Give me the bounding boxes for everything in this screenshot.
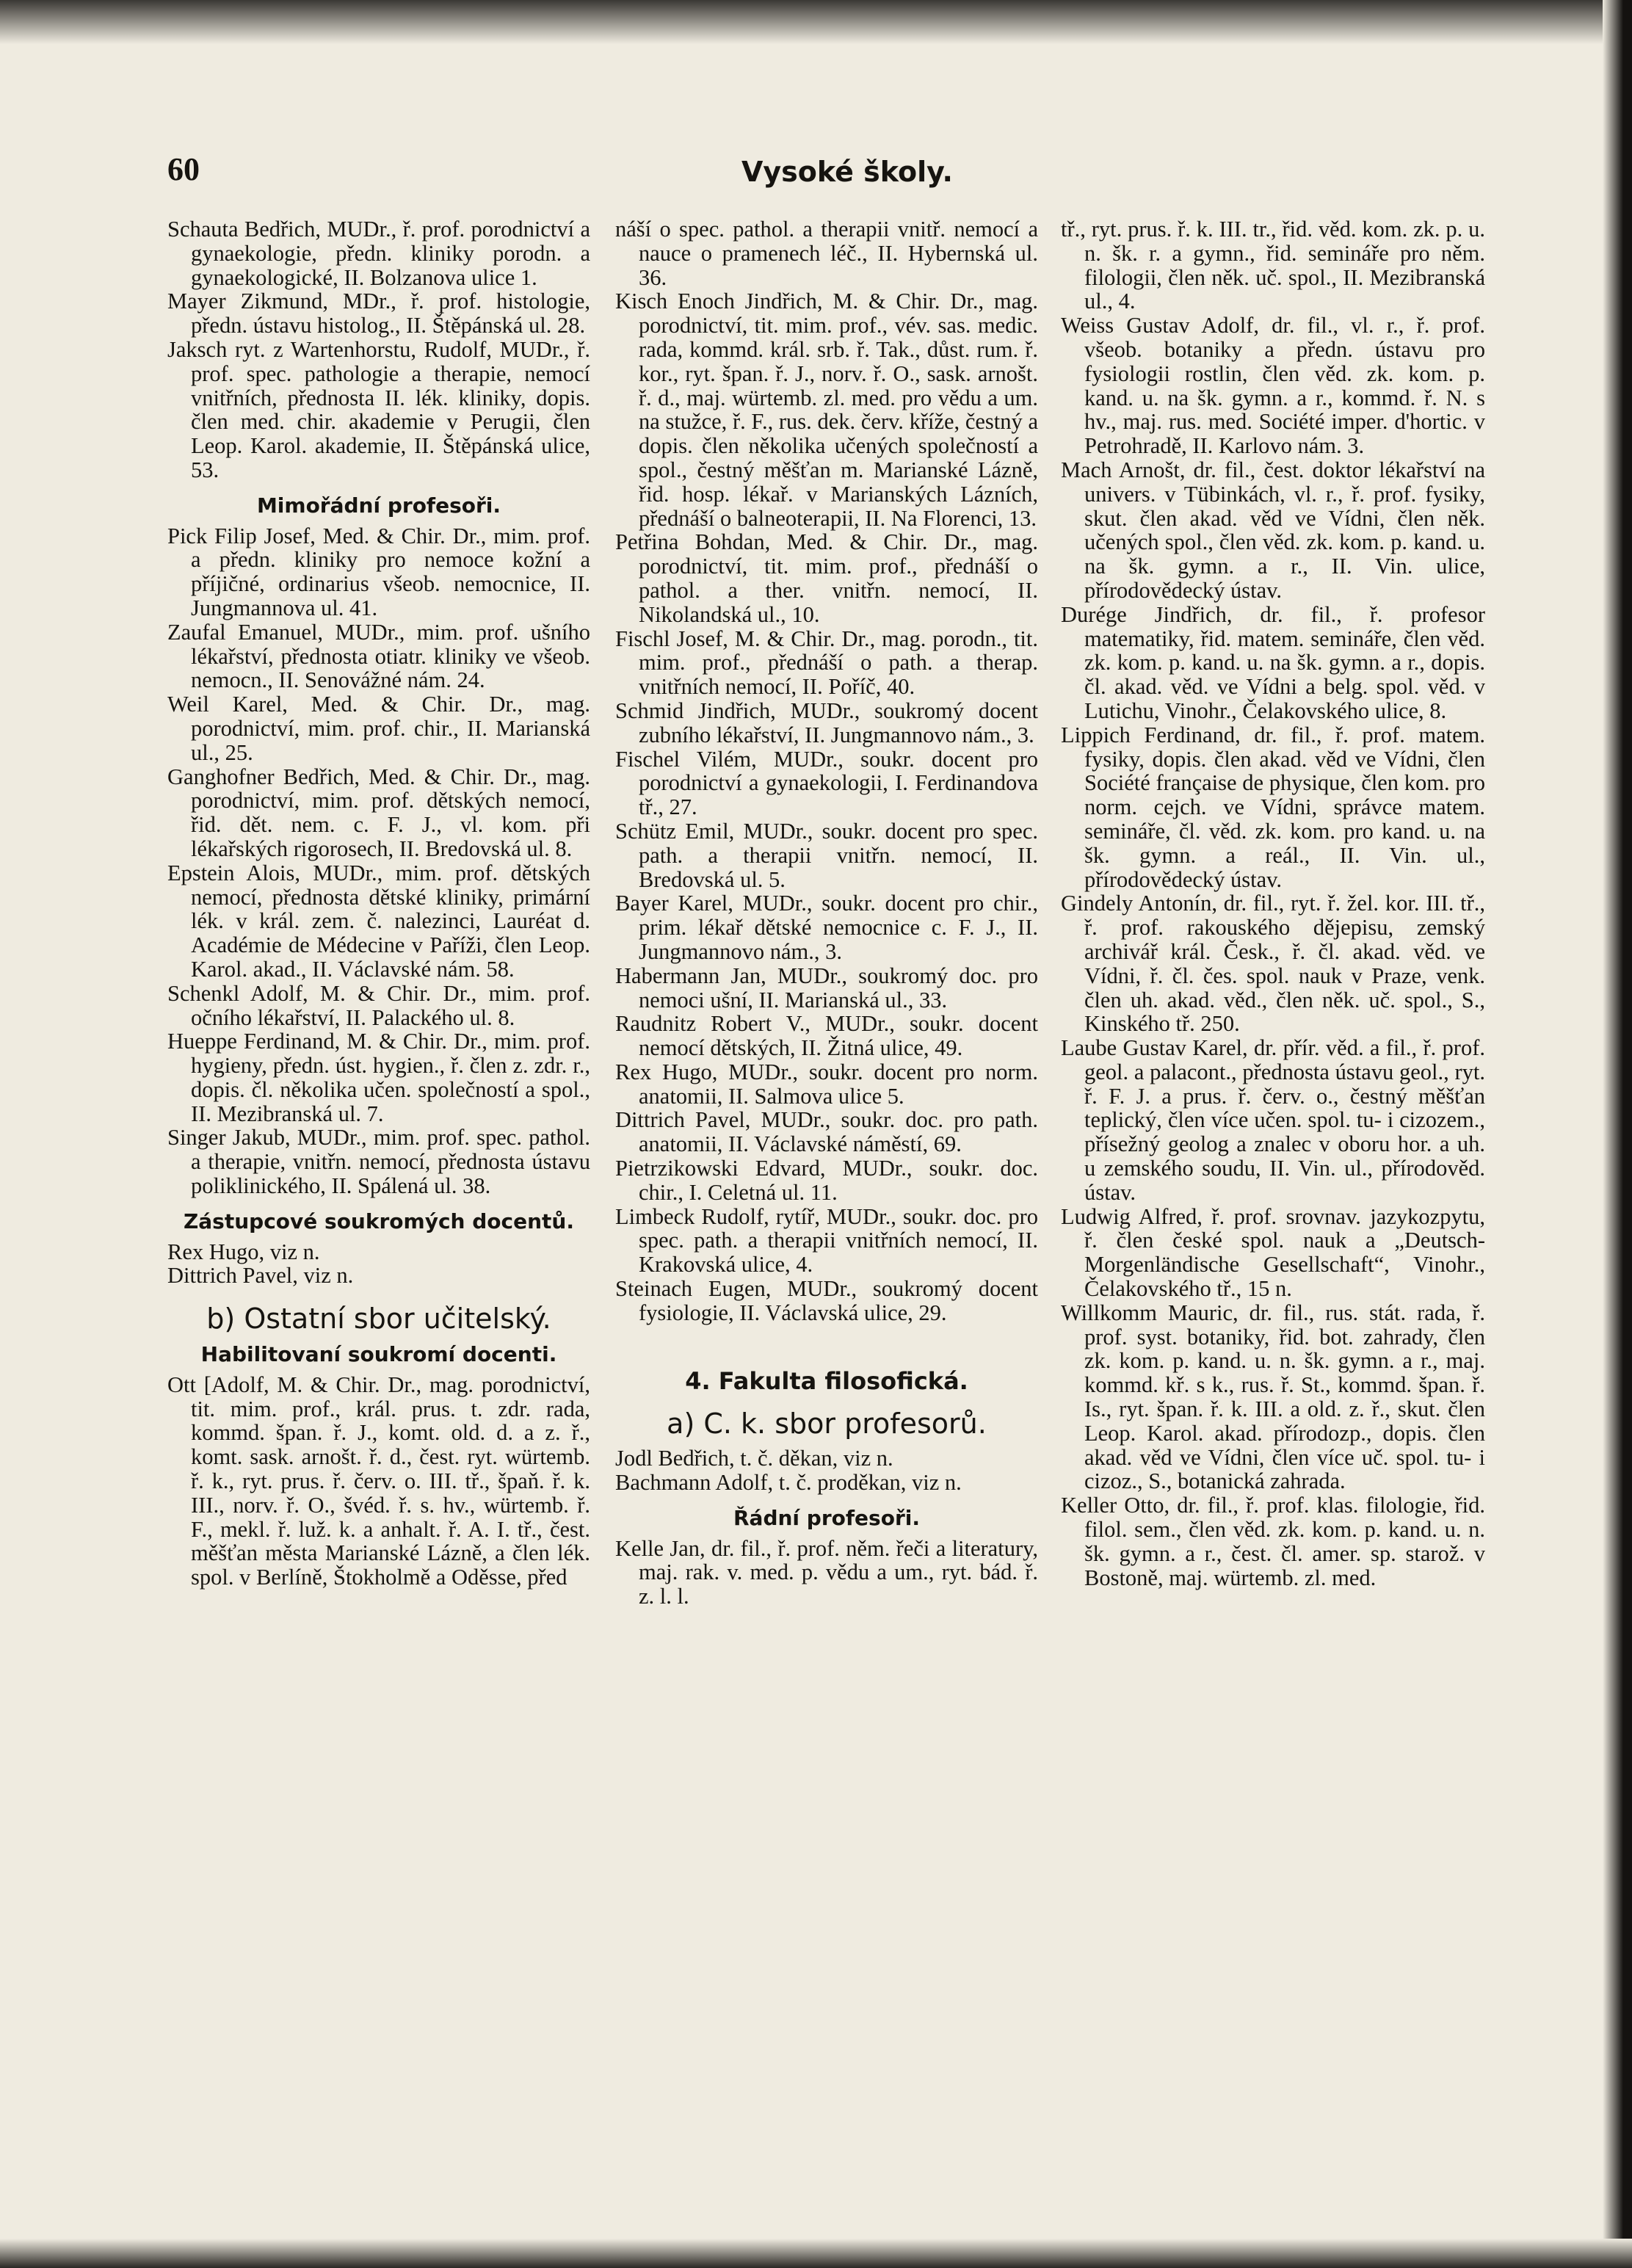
directory-entry: Mach Arnošt, dr. fil., čest. doktor lékařství na univers. v Tübinkách, vl. r., ř. prof. fysiky, skut. člen akad. věd ve Vídni, člen něk. učených spol., člen věd. zk. kom. p. kand. u. na šk. gymn. a r., II. Vin. ulice, přírodovědecký ústav. bbox=[1061, 457, 1485, 603]
directory-entry: Laube Gustav Karel, dr. přír. věd. a fil., ř. prof. geol. a palacont., přednosta ústavu geol., ryt. ř. F. J. a prus. ř. červ. o., čestný měšťan teplický, člen více učen. spol. tu- i cizozem., přísežný geolog a znalec v oboru hor. a uh. u zemského soudu, II. Vin. ul., přírodověd. ústav. bbox=[1061, 1035, 1485, 1205]
directory-entry: Willkomm Mauric, dr. fil., rus. stát. rada, ř. prof. syst. botaniky, řid. bot. zahrady, člen zk. kom. p. kand. u. n. šk. gymn. a r., maj. kommd. kř. s k., rus. ř. St., kommd. špan. ř. Is., ryt. špan. ř. k. III. a old. z. ř., skut. člen Leop. Karol. akad. přírodozp., dopis. člen akad. věd ve Vídni, člen více uč. spol. tu- i cizoz., S., botanická zahrada. bbox=[1061, 1300, 1485, 1494]
directory-entry: Keller Otto, dr. fil., ř. prof. klas. filologie, řid. filol. sem., člen věd. zk. kom. p. kand. u. n. šk. gymn. a r., čest. čl. amer. sp. starož. v Bostoně, maj. würtemb. zl. med. bbox=[1061, 1493, 1485, 1590]
directory-entry: Rex Hugo, viz n. bbox=[167, 1239, 320, 1264]
section-title: a) C. k. sbor profesorů. bbox=[667, 1407, 987, 1441]
directory-entry: Weiss Gustav Adolf, dr. fil., vl. r., ř. prof. všeob. botaniky a předn. ústavu pro fysiologii rostlin, člen věd. zk. kom. p. kand. u. na šk. gymn. a r., kommd. ř. N. s hv., maj. rus. med. Société imper. d'hortic. v Petrohradě, II. Karlovo nám. 3. bbox=[1061, 313, 1485, 459]
directory-entry: Hueppe Ferdinand, M. & Chir. Dr., mim. prof. hygieny, předn. úst. hygien., ř. člen z. zdr. r., dopis. čl. několika učen. společností a spol., II. Mezibranská ul. 7. bbox=[167, 1029, 590, 1126]
entry-list bbox=[167, 524, 590, 1198]
section-title: b) Ostatní sbor učitelský. bbox=[206, 1303, 551, 1336]
directory-entry: Dittrich Pavel, viz n. bbox=[167, 1263, 354, 1289]
directory-entry: Pietrzikowski Edvard, MUDr., soukr. doc. chir., I. Celetná ul. 11. bbox=[615, 1156, 1038, 1205]
page-number: 60 bbox=[167, 151, 200, 187]
entry-list bbox=[615, 217, 1038, 1325]
directory-entry: Fischl Josef, M. & Chir. Dr., mag. porodn., tit. mim. prof., přednáší o path. a therap. vnitřních nemocí, II. Poříč, 40. bbox=[615, 626, 1038, 700]
scan-edge-bottom bbox=[0, 2239, 1632, 2268]
entry-list bbox=[167, 1373, 590, 1590]
directory-entry: tř., ryt. prus. ř. k. III. tr., řid. věd. kom. zk. p. u. n. šk. r. a gymn., řid. semináře pro něm. filologii, člen něk. uč. spol., II. Mezibranská ul., 4. bbox=[1061, 217, 1485, 314]
running-head: Vysoké školy. bbox=[741, 156, 953, 188]
directory-entry: Kelle Jan, dr. fil., ř. prof. něm. řeči a literatury, maj. rak. v. med. p. vědu a um., ryt. bád. ř. z. l. l. bbox=[615, 1535, 1038, 1609]
directory-entry: Schenkl Adolf, M. & Chir. Dr., mim. prof. očního lékařství, II. Palackého ul. 8. bbox=[167, 980, 590, 1030]
directory-entry: Mayer Zikmund, MDr., ř. prof. histologie, předn. ústavu histolog., II. Štěpánská ul. 28. bbox=[167, 289, 590, 338]
directory-entry: Bayer Karel, MUDr., soukr. docent pro chir., prim. lékař dětské nemocnice c. F. J., II. Jungmannovo nám., 3. bbox=[615, 891, 1038, 964]
directory-entry: Kisch Enoch Jindřich, M. & Chir. Dr., mag. porodnictví, tit. mim. prof., vév. sas. medic. rada, kommd. král. srb. ř. Tak., důst. rum. ř. kor., ryt. špan. ř. J., norv. ř. O., sask. arnošt. ř. d., maj. würtemb. zl. med. pro vědu a um. na stužce, ř. F., rus. dek. červ. kříže, čestný a dopis. člen několika učených společností a spol., čestný měšťan m. Marianské Lázně, řid. hosp. lékař. v Marianských Lázních, přednáší o balneoterapii, II. Na Florenci, 13. bbox=[615, 289, 1038, 531]
directory-entry: Jaksch ryt. z Wartenhorstu, Rudolf, MUDr., ř. prof. spec. pathologie a therapie, nemocí vnitřních, přednosta II. lék. kliniky, dopis. člen med. chir. akademie v Perugii, člen Leop. Karol. akademie, II. Štěpánská ulice, 53. bbox=[167, 336, 590, 482]
directory-entry: Singer Jakub, MUDr., mim. prof. spec. pathol. a therapie, vnitřn. nemocí, přednosta ústavu poliklinického, II. Spálená ul. 38. bbox=[167, 1125, 590, 1199]
directory-entry: Jodl Bedřich, t. č. děkan, viz n. bbox=[615, 1446, 893, 1471]
section-heading: Řádní profesoři. bbox=[733, 1505, 920, 1530]
section-heading: Mimořádní profesoři. bbox=[256, 493, 501, 518]
directory-entry: Fischel Vilém, MUDr., soukr. docent pro porodnictví a gynaekologii, I. Ferdinandova tř., 27. bbox=[615, 746, 1038, 820]
directory-entry: Schauta Bedřich, MUDr., ř. prof. porodnictví a gynaekologie, předn. kliniky porodn. a gynaekologické, II. Bolzanova ulice 1. bbox=[167, 217, 590, 290]
directory-entry: Epstein Alois, MUDr., mim. prof. dětských nemocí, přednosta dětské kliniky, primární lék. v král. zem. č. nalezinci, Lauréat d. Académie de Médecine v Paříži, člen Leop. Karol. akad., II. Václavské nám. 58. bbox=[167, 860, 590, 982]
directory-entry: Ott [Adolf, M. & Chir. Dr., mag. porodnictví, tit. mim. prof., král. prus. t. zdr. rada, kommd. špan. ř. J., komt. old. d. a z. ř., komt. sask. arnošt. ř. d., čest. ryt. würtemb. ř. k., ryt. prus. ř. červ. o. III. tř., špaň. ř. k. III., norv. ř. O., švéd. ř. s. hv., würtemb. ř. F., mekl. ř. luž. k. a anhalt. ř. A. I. tř., čest. měšťan města Marianské Lázně, a člen lék. spol. v Berlíně, Štokholmě a Oděsse, před bbox=[167, 1372, 590, 1590]
directory-entry: Limbeck Rudolf, rytíř, MUDr., soukr. doc. pro spec. path. a therapii vnitřních nemocí, II. Krakovská ulice, 4. bbox=[615, 1203, 1038, 1278]
scan-edge-top bbox=[0, 0, 1632, 44]
text-column-1 bbox=[167, 217, 590, 1590]
directory-entry: Ludwig Alfred, ř. prof. srovnav. jazykozpytu, ř. člen české spol. nauk a „Deutsch-Morgenländische Gesellschaft“, Vinohr., Čelakovského tř., 15 n. bbox=[1061, 1203, 1485, 1302]
entry-list bbox=[167, 217, 590, 482]
directory-entry: Pick Filip Josef, Med. & Chir. Dr., mim. prof. a předn. kliniky pro nemoce kožní a příjičné, ordinarius všeob. nemocnice, II. Jungmannova ul. 41. bbox=[167, 523, 590, 620]
entry-list bbox=[167, 1240, 590, 1289]
text-column-2 bbox=[615, 217, 1038, 1609]
section-heading: Habilitovaní soukromí docenti. bbox=[200, 1342, 557, 1367]
directory-entry: Gindely Antonín, dr. fil., ryt. ř. žel. kor. III. tř., ř. prof. rakouského dějepisu, zemský archivář král. Česk., ř. čl. akad. věd. ve Vídni, ř. čl. čes. spol. nauk v Praze, venk. člen uh. akad. věd., člen něk. uč. spol., S., Kinského tř. 250. bbox=[1061, 891, 1485, 1037]
directory-entry: Ganghofner Bedřich, Med. & Chir. Dr., mag. porodnictví, mim. prof. dětských nemocí, řid. dět. nem. c. F. J., vl. kom. při lékařských rigorosech, II. Bredovská ul. 8. bbox=[167, 764, 590, 861]
section-heading: Zástupcové soukromých docentů. bbox=[183, 1209, 574, 1233]
entry-list bbox=[1061, 217, 1485, 1590]
directory-entry: Durége Jindřich, dr. fil., ř. profesor matematiky, řid. matem. semináře, člen věd. zk. kom. p. kand. u. na šk. gymn. a r., dopis. čl. akad. věd. ve Vídni a belg. spol. věd. v Lutichu, Vinohr., Čelakovského ulice, 8. bbox=[1061, 601, 1485, 723]
directory-entry: Zaufal Emanuel, MUDr., mim. prof. ušního lékařství, přednosta otiatr. kliniky ve všeob. nemocn., II. Senovážné nám. 24. bbox=[167, 619, 590, 693]
directory-entry: Schütz Emil, MUDr., soukr. docent pro spec. path. a therapii vnitřn. nemocí, II. Bredovská ul. 5. bbox=[615, 818, 1038, 892]
directory-entry: Rex Hugo, MUDr., soukr. docent pro norm. anatomii, II. Salmova ulice 5. bbox=[615, 1059, 1038, 1109]
directory-entry: Habermann Jan, MUDr., soukromý doc. pro nemoci ušní, II. Marianská ul., 33. bbox=[615, 963, 1038, 1012]
directory-entry: Dittrich Pavel, MUDr., soukr. doc. pro path. anatomii, II. Václavské náměstí, 69. bbox=[615, 1107, 1038, 1157]
faculty-heading: 4. Fakulta filosofická. bbox=[685, 1366, 968, 1395]
directory-entry: Raudnitz Robert V., MUDr., soukr. docent nemocí dětských, II. Žitná ulice, 49. bbox=[615, 1011, 1038, 1061]
directory-entry: Schmid Jindřich, MUDr., soukromý docent zubního lékařství, II. Jungmannovo nám., 3. bbox=[615, 698, 1038, 747]
directory-entry: Petřina Bohdan, Med. & Chir. Dr., mag. porodnictví, tit. mim. prof., přednáší o pathol. a ther. vnitřn. nemocí, II. Nikolandská ul., 10. bbox=[615, 529, 1038, 627]
text-column-3 bbox=[1061, 217, 1485, 1590]
directory-entry: Lippich Ferdinand, dr. fil., ř. prof. matem. fysiky, dopis. člen akad. věd ve Vídni, člen Société française de physique, člen kom. pro norm. cejch. ve Vídni, správce matem. semináře, čl. věd. zk. kom. pro kand. u. na šk. gymn. a reál., II. Vin. ul., přírodovědecký ústav. bbox=[1061, 722, 1485, 892]
entry-list bbox=[615, 1537, 1038, 1609]
entry-list bbox=[615, 1446, 1038, 1495]
directory-entry: Bachmann Adolf, t. č. proděkan, viz n. bbox=[615, 1470, 962, 1496]
directory-entry: náší o spec. pathol. a therapii vnitř. nemocí a nauce o pramenech léč., II. Hybernská ul. 36. bbox=[615, 217, 1038, 290]
directory-entry: Weil Karel, Med. & Chir. Dr., mag. porodnictví, mim. prof. chir., II. Marianská ul., 25. bbox=[167, 692, 590, 765]
directory-entry: Steinach Eugen, MUDr., soukromý docent fysiologie, II. Václavská ulice, 29. bbox=[615, 1276, 1038, 1325]
scan-edge-right bbox=[1603, 0, 1632, 2268]
